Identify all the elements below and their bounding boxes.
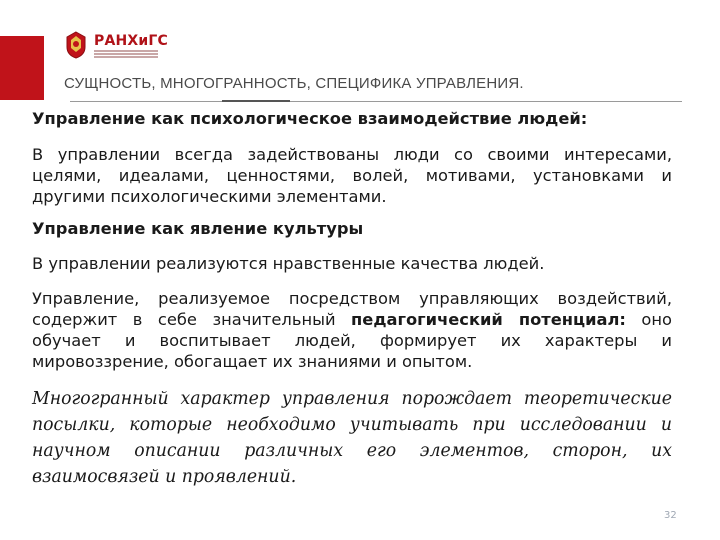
title-divider-accent <box>222 100 290 102</box>
pedagogical-potential-term: педагогический потенциал: <box>351 310 626 329</box>
paragraph-psychological: В управлении всегда задействованы люди со своими интересами, целями, идеалами, ценностями, волей, мотивами, установками и другими психологическими элементами. <box>32 145 672 206</box>
logo-subtitle-lines <box>94 50 168 58</box>
paragraph-multifaceted: Многогранный характер управления порождает теоретические посылки, которые необходимо учитывать при исследовании и научном описании различных его элементов, сторон, их взаимосвязей и проявлений. <box>32 389 672 487</box>
title-divider <box>70 101 682 102</box>
paragraph-pedagogical <box>32 288 672 372</box>
heading-psychological: Управление как психологическое взаимодействие людей: <box>32 109 588 128</box>
logo-text: РАНХиГС <box>94 32 169 49</box>
pedagogical-text-end: оно обучает и воспитывает людей, формирует их характеры и мировоззрение, обогащает их знаниями и опытом. <box>32 310 673 371</box>
logo <box>64 30 168 60</box>
slide-body <box>32 108 672 490</box>
red-accent-bar <box>0 36 44 100</box>
emblem-icon <box>64 30 88 60</box>
slide-title: СУЩНОСТЬ, МНОГОГРАННОСТЬ, СПЕЦИФИКА УПРАВЛЕНИЯ. <box>64 75 524 92</box>
pedagogical-text-start: Управление, реализуемое посредством управляющих воздействий, содержит в себе значительный <box>32 289 672 329</box>
paragraph-moral: В управлении реализуются нравственные качества людей. <box>32 254 545 273</box>
page-number: 32 <box>664 510 677 521</box>
heading-culture: Управление как явление культуры <box>32 219 364 238</box>
